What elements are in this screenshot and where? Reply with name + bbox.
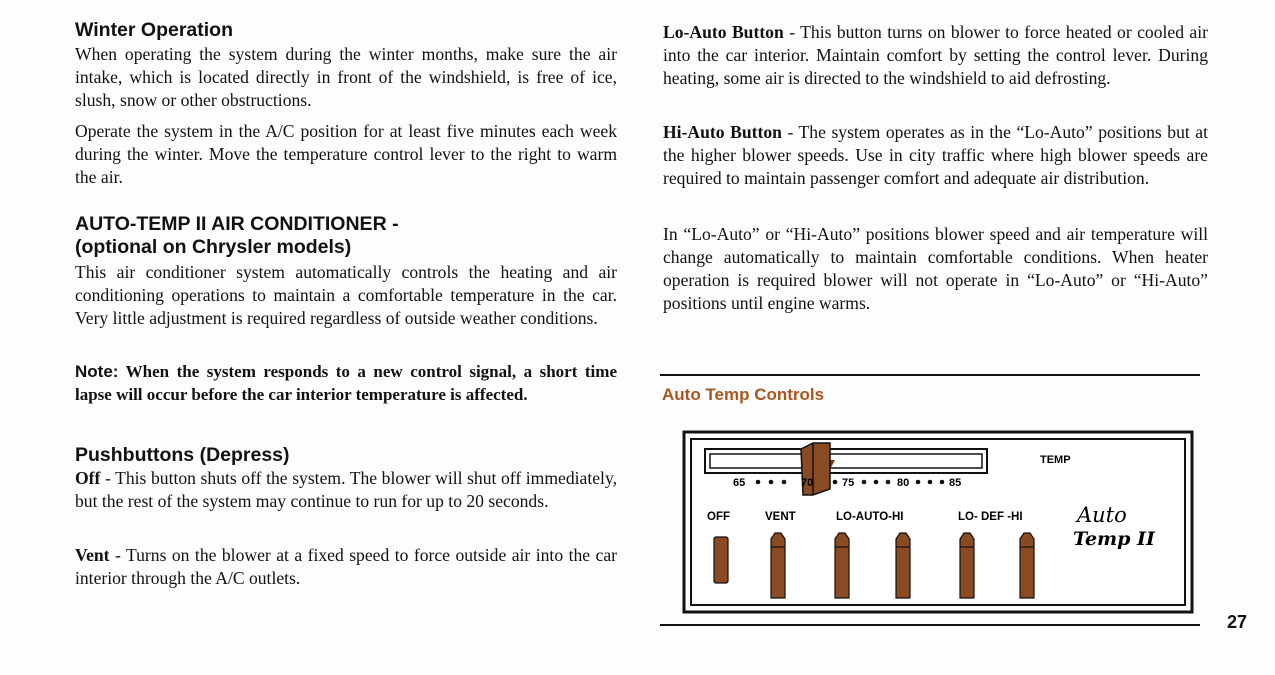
hiauto-label: Hi-Auto Button xyxy=(663,122,782,142)
scale-80: 80 xyxy=(897,477,910,489)
lo-def-hi-label: LO- DEF -HI xyxy=(958,511,1023,523)
vent-label: Vent xyxy=(75,545,110,565)
winter-paragraph-1: When operating the system during the winter months, make sure the air intake, which is located directly in front of the windshield, is free of ice, slush, snow or other obstructions. xyxy=(75,44,617,110)
scale-65: 65 xyxy=(733,477,746,489)
vent-text: - Turns on the blower at a fixed speed to force outside air into the car interior through the A/C outlets. xyxy=(75,545,617,588)
figure-title: Auto Temp Controls xyxy=(662,385,825,404)
off-button-label: OFF xyxy=(707,511,730,523)
pushbuttons-heading: Pushbuttons (Depress) xyxy=(75,444,290,466)
figure-top-rule xyxy=(660,374,1200,376)
autotemp-heading-line1: AUTO-TEMP II AIR CONDITIONER - xyxy=(75,213,399,235)
loauto-text: - This button turns on blower to force heated or cooled air into the car interior. Maintain comfort by setting the control lever. During heating, some air is directed to the windshield to aid defrosting. xyxy=(663,22,1208,88)
scale-70: 70 xyxy=(801,477,814,489)
page-number: 27 xyxy=(1227,612,1248,632)
off-label: Off xyxy=(75,468,101,488)
figure-bottom-rule xyxy=(660,624,1200,626)
scale-85: 85 xyxy=(949,477,962,489)
vent-paragraph xyxy=(75,544,617,590)
autotemp-heading xyxy=(75,213,399,259)
temp-label: TEMP xyxy=(1040,454,1071,466)
hiauto-paragraph xyxy=(663,121,1208,190)
positions-paragraph: In “Lo-Auto” or “Hi-Auto” positions blower speed and air temperature will change automatically to maintain comfortable conditions. When heater operation is required blower will not operate in “Lo-Auto” or “Hi-Auto” positions until engine warms. xyxy=(663,224,1208,313)
winter-paragraph-2: Operate the system in the A/C position for at least five minutes each week during the winter. Move the temperature control lever to the right to warm the air. xyxy=(75,121,617,187)
hi-auto-pushbutton[interactable] xyxy=(896,533,910,598)
note-label: Note: xyxy=(75,362,119,381)
hiauto-text: - The system operates as in the “Lo-Auto” positions but at the higher blower speeds. Use in city traffic where high blower speeds are required to maintain passenger comfort and adequate air distribution. xyxy=(663,122,1209,188)
vent-button-label: VENT xyxy=(765,511,796,523)
lo-def-pushbutton[interactable] xyxy=(960,533,974,598)
autotemp-heading-line2: (optional on Chrysler models) xyxy=(75,236,352,258)
off-text: - This button shuts off the system. The blower will shut off immediately, but the rest of the system may continue to run for up to 20 seconds. xyxy=(75,468,617,511)
hi-def-pushbutton[interactable] xyxy=(1020,533,1034,598)
scale-75: 75 xyxy=(842,477,855,489)
loauto-paragraph xyxy=(663,21,1208,90)
lo-auto-hi-label: LO-AUTO-HI xyxy=(836,511,904,523)
auto-temp-control-panel-diagram xyxy=(655,425,1215,625)
winter-operation-heading: Winter Operation xyxy=(75,19,233,41)
autotemp-paragraph: This air conditioner system automatically controls the heating and air conditioning operations to maintain a comfortable temperature in the car. Very little adjustment is required regardless of outside weather conditions. xyxy=(75,262,617,328)
note-text: When the system responds to a new control signal, a short time lapse will occur before the car interior temperature is affected. xyxy=(75,362,617,404)
vent-pushbutton[interactable] xyxy=(771,533,785,598)
loauto-label: Lo-Auto Button xyxy=(663,22,784,42)
lo-auto-pushbutton[interactable] xyxy=(835,533,849,598)
off-paragraph xyxy=(75,467,617,513)
off-pushbutton[interactable] xyxy=(714,537,728,583)
svg-text:Auto: Auto xyxy=(1077,503,1127,527)
note-paragraph xyxy=(75,360,617,406)
svg-text:Temp II: Temp II xyxy=(1073,528,1155,550)
